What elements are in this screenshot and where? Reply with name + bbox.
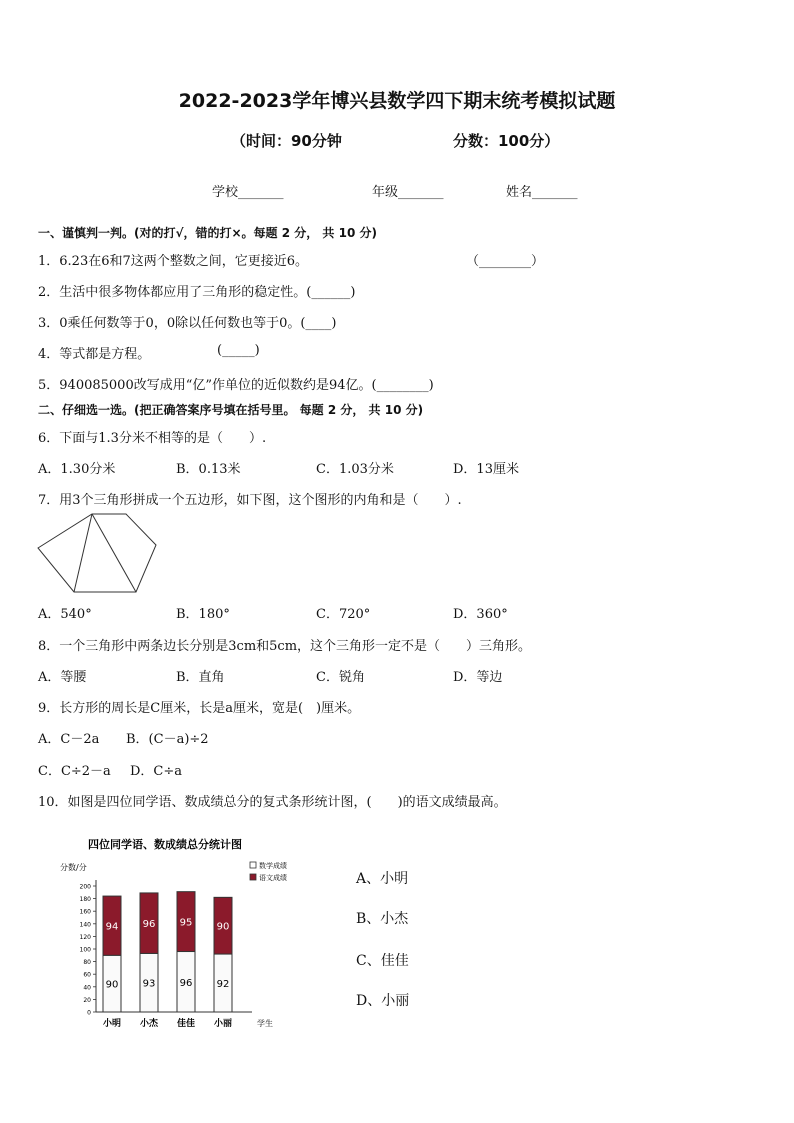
question-6: 6．下面与1.3分米不相等的是（ ）.	[38, 431, 267, 446]
legend-chinese-swatch	[250, 874, 256, 880]
q7-option-c: C．720°	[316, 607, 371, 622]
y-tick-label: 180	[79, 896, 91, 904]
q7-option-d: D．360°	[453, 607, 508, 622]
q10-option-d: D、小丽	[356, 993, 410, 1009]
exam-time: （时间：90分钟	[231, 132, 342, 150]
q6-option-c: C．1.03分米	[316, 462, 394, 477]
q8-option-a: A．等腰	[38, 670, 87, 685]
bar-chinese-label: 96	[142, 919, 156, 931]
y-tick-label: 0	[87, 1009, 91, 1017]
y-tick-label: 140	[79, 921, 91, 929]
y-tick-label: 200	[79, 883, 91, 891]
question-2: 2．生活中很多物体都应用了三角形的稳定性。(______)	[38, 285, 356, 300]
grade-field: 年级_______	[372, 185, 444, 200]
q6-option-d: D．13厘米	[453, 462, 519, 477]
page-title: 2022-2023学年博兴县数学四下期末统考模拟试题	[178, 90, 616, 112]
bar-math-label: 93	[142, 978, 156, 990]
q6-option-b: B．0.13米	[176, 462, 241, 477]
question-1-blank: （________）	[466, 254, 545, 269]
legend-math-swatch	[250, 862, 256, 868]
question-1: 1．6.23在6和7这两个整数之间，它更接近6。	[38, 254, 309, 269]
q6-option-a: A．1.30分米	[38, 462, 116, 477]
name-field: 姓名_______	[506, 185, 578, 200]
question-4-blank: (_____)	[217, 343, 260, 358]
question-8: 8．一个三角形中两条边长分别是3cm和5cm，这个三角形一定不是（ ）三角形。	[38, 639, 532, 654]
chart-title: 四位同学语、数成绩总分统计图	[88, 838, 242, 851]
chart-x-label: 学生	[257, 1019, 273, 1028]
y-tick-label: 60	[83, 971, 91, 979]
legend-chinese-label: 语文成绩	[259, 874, 287, 882]
chart-legend	[250, 861, 287, 882]
question-4: 4．等式都是方程。	[38, 347, 151, 362]
q9-option-b: B．(C－a)÷2	[126, 732, 209, 747]
y-tick-label: 80	[83, 959, 91, 967]
q10-option-a: A、小明	[356, 871, 409, 887]
question-10: 10．如图是四位同学语、数成绩总分的复式条形统计图，( )的语文成绩最高。	[38, 795, 507, 810]
exam-score: 分数：100分）	[453, 132, 560, 150]
bar-chart	[40, 828, 290, 1038]
bar-math-label: 92	[216, 979, 230, 991]
q9-option-c: C．C÷2－a	[38, 764, 111, 779]
chart-y-label: 分数/分	[60, 863, 87, 872]
q8-option-b: B．直角	[176, 670, 225, 685]
y-tick-label: 40	[83, 984, 91, 992]
category-label: 小明	[102, 1019, 122, 1029]
bar-math-label: 90	[105, 979, 119, 991]
question-7: 7．用3个三角形拼成一个五边形，如下图，这个图形的内角和是（ ）.	[38, 493, 462, 508]
pentagon-figure	[30, 508, 165, 600]
y-tick-label: 100	[79, 946, 91, 954]
q7-option-b: B．180°	[176, 607, 230, 622]
section1-heading: 一、谨慎判一判。(对的打√，错的打×。每题 2 分， 共 10 分)	[38, 226, 377, 240]
category-label: 佳佳	[176, 1019, 196, 1029]
category-label: 小丽	[213, 1019, 233, 1029]
bar-chinese-label: 95	[179, 917, 193, 929]
q8-option-d: D．等边	[453, 670, 503, 685]
bar-math-label: 96	[179, 977, 193, 989]
category-label: 小杰	[139, 1019, 159, 1029]
y-tick-label: 160	[79, 908, 91, 916]
legend-math-label: 数学成绩	[259, 862, 287, 870]
q10-option-b: B、小杰	[356, 911, 409, 927]
bar-chinese-label: 90	[216, 921, 230, 933]
q9-option-a: A．C－2a	[38, 732, 100, 747]
question-9: 9．长方形的周长是C厘米，长是a厘米，宽是( )厘米。	[38, 701, 361, 716]
y-tick-label: 120	[79, 933, 91, 941]
section2-heading: 二、仔细选一选。(把正确答案序号填在括号里。 每题 2 分， 共 10 分)	[38, 403, 424, 417]
y-tick-label: 20	[83, 996, 91, 1004]
q8-option-c: C．锐角	[316, 670, 365, 685]
q7-option-a: A．540°	[38, 607, 92, 622]
q10-option-c: C、佳佳	[356, 953, 409, 969]
school-field: 学校_______	[212, 185, 284, 200]
question-5: 5．940085000改写成用“亿”作单位的近似数约是94亿。(________)	[38, 378, 434, 393]
q9-option-d: D．C÷a	[130, 764, 183, 779]
question-3: 3．0乘任何数等于0，0除以任何数也等于0。(____)	[38, 316, 337, 331]
bar-chinese-label: 94	[105, 921, 119, 933]
